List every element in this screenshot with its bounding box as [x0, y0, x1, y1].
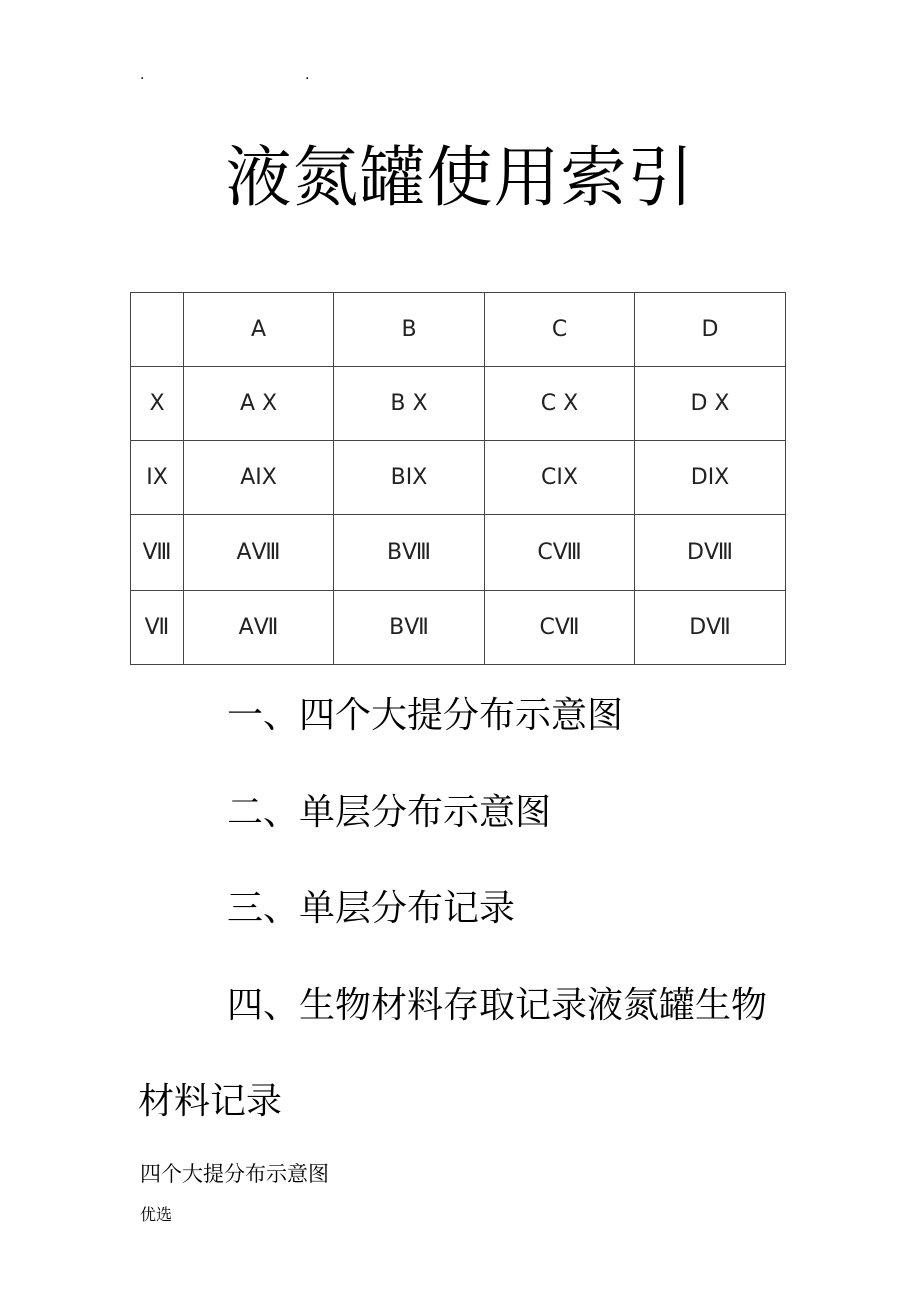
table-cell: B X: [334, 367, 485, 441]
table-cell: BIX: [334, 441, 485, 515]
table-cell: AⅧ: [184, 515, 334, 591]
table-cell: DIX: [635, 441, 786, 515]
table-cell: CⅧ: [485, 515, 635, 591]
section-subheading: 四个大提分布示意图: [140, 1162, 329, 1186]
toc-item-3: 三、单层分布记录: [227, 888, 516, 929]
row-header-cell: IX: [131, 441, 184, 515]
table-row: [131, 591, 786, 665]
table-cell: AⅦ: [184, 591, 334, 665]
toc-item-4: 四、生物材料存取记录液氮罐生物: [227, 985, 768, 1026]
table-header-row: [131, 293, 786, 367]
column-header-a: A: [184, 293, 334, 367]
toc-item-4-continuation: 材料记录: [138, 1081, 283, 1122]
table-cell: DⅦ: [635, 591, 786, 665]
page-title: 液氮罐使用索引: [225, 139, 695, 216]
table-cell: C X: [485, 367, 635, 441]
toc-item-1: 一、四个大提分布示意图: [227, 695, 624, 736]
index-table: [130, 292, 786, 665]
row-header-cell: Ⅶ: [131, 591, 184, 665]
row-header-cell: X: [131, 367, 184, 441]
table-row: [131, 515, 786, 591]
table-corner-cell: [131, 293, 184, 367]
column-header-d: D: [635, 293, 786, 367]
table-cell: A X: [184, 367, 334, 441]
table-cell: BⅧ: [334, 515, 485, 591]
table-cell: BⅦ: [334, 591, 485, 665]
table-row: [131, 441, 786, 515]
table-cell: CIX: [485, 441, 635, 515]
table-cell: AIX: [184, 441, 334, 515]
table-cell: D X: [635, 367, 786, 441]
header-dot-right: .: [305, 67, 310, 83]
table-cell: DⅧ: [635, 515, 786, 591]
column-header-b: B: [334, 293, 485, 367]
column-header-c: C: [485, 293, 635, 367]
table-row: [131, 367, 786, 441]
toc-item-2: 二、单层分布示意图: [227, 792, 552, 833]
footer-note: 优选: [140, 1205, 173, 1224]
table-cell: CⅦ: [485, 591, 635, 665]
header-dot-left: .: [140, 67, 145, 83]
row-header-cell: Ⅷ: [131, 515, 184, 591]
